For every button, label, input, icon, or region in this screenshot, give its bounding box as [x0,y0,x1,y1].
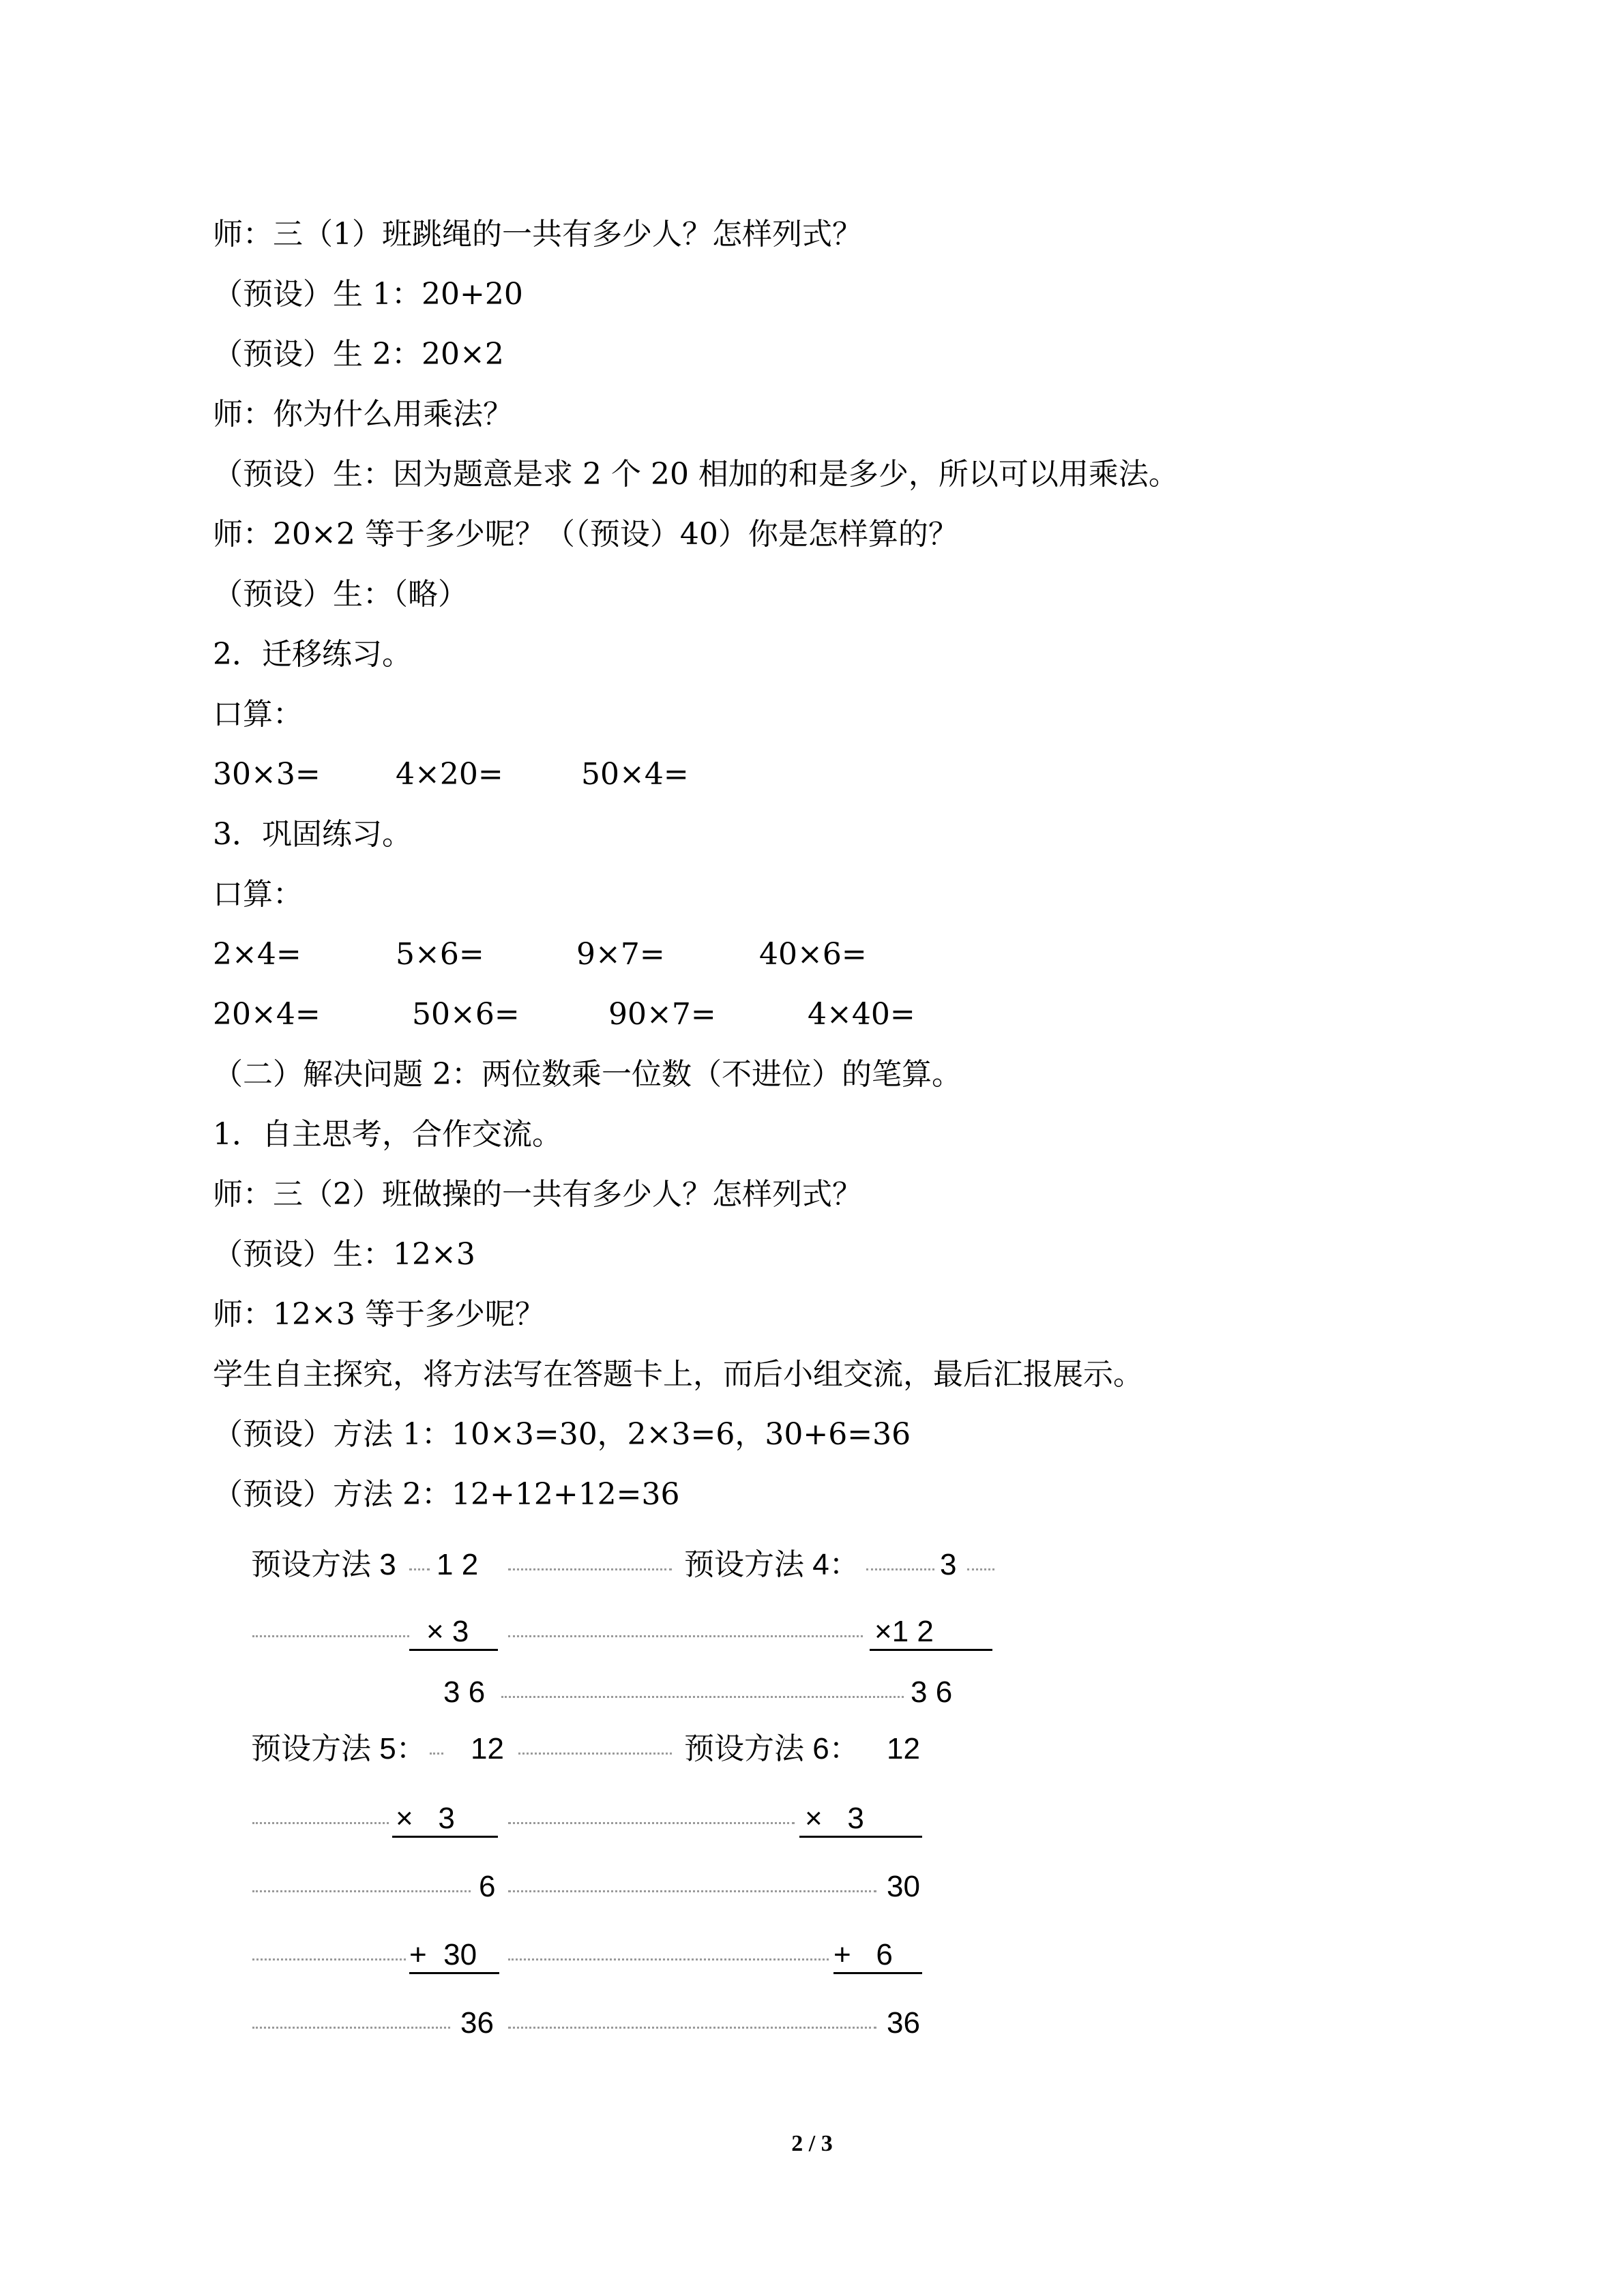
method-6-partial: 30 [887,1870,920,1903]
text-line-7: （预设）生：（略） [213,577,468,612]
dot-leader [252,1958,406,1960]
method-6-sum: 36 [887,2006,920,2040]
dot-leader [508,1635,863,1637]
method-5-top: 12 [471,1732,504,1765]
dot-leader [518,1753,672,1755]
method-3-multiplier: × 3 [426,1615,469,1648]
method-6-top: 12 [887,1732,920,1765]
dot-leader [508,1958,829,1960]
text-line-18: （预设）生：12×3 [213,1237,475,1272]
dot-leader [866,1568,934,1570]
method-6-sum-underline [833,1972,922,1974]
method-5-plus: + 30 [409,1938,477,1971]
oral-calc-item: 4×20= [396,757,503,792]
text-line-22: （预设）方法 2：12+12+12=36 [213,1477,680,1512]
dot-leader [252,1822,389,1824]
method-4-multiplier: ×1 2 [874,1615,934,1648]
method-6-plus: + 6 [833,1938,893,1971]
oral-calc-item: 9×7= [576,937,665,972]
text-line-6: 师：20×2 等于多少呢？（（预设）40）你是怎样算的？ [213,517,958,552]
text-line-5: （预设）生：因为题意是求 2 个 20 相加的和是多少，所以可以用乘法。 [213,457,1179,492]
oral-calc-item: 30×3= [213,757,321,792]
dot-leader [252,1635,409,1637]
oral-calc-row-3 [213,994,1236,1035]
method-4-label: 预设方法 4： [684,1548,859,1581]
dot-leader [508,1568,672,1570]
method-5-partial: 6 [479,1870,496,1903]
oral-calc-item: 2×4= [213,937,301,972]
dot-leader [501,1696,904,1698]
method-6-underline [799,1836,922,1838]
method-3-top: 1 2 [437,1548,479,1581]
text-line-17: 师：三（2）班做操的一共有多少人？怎样列式？ [213,1177,862,1212]
text-line-4: 师：你为什么用乘法？ [213,397,513,432]
oral-calc-item: 50×4= [581,757,689,792]
oral-calc-item: 4×40= [808,997,915,1032]
text-line-2: （预设）生 1：20+20 [213,277,523,312]
method-3-result: 3 6 [443,1675,486,1709]
text-line-3: （预设）生 2：20×2 [213,337,504,372]
dot-leader [430,1753,443,1755]
oral-calc-item: 5×6= [396,937,484,972]
section-heading-consolidate: 3．巩固练习。 [213,817,412,852]
dot-leader [252,1890,471,1892]
dot-leader [409,1568,430,1570]
method-3-label: 预设方法 3 [251,1548,396,1581]
method-5-multiplier: × 3 [396,1802,455,1835]
dot-leader [967,1568,994,1570]
text-line-20: 学生自主探究，将方法写在答题卡上，而后小组交流，最后汇报展示。 [213,1357,1143,1392]
text-line-21: （预设）方法 1：10×3=30，2×3=6，30+6=36 [213,1417,911,1452]
text-line-1: 师：三（1）班跳绳的一共有多少人？怎样列式？ [213,217,862,252]
section-heading-problem-2: （二）解决问题 2：两位数乘一位数（不进位）的笔算。 [213,1057,962,1092]
oral-calc-row-1 [213,754,1236,795]
method-5-sum-underline [409,1972,499,1974]
method-5-sum: 36 [460,2006,494,2040]
method-4-result: 3 6 [911,1675,953,1709]
method-4-underline [870,1649,992,1651]
oral-calc-item: 20×4= [213,997,321,1032]
oral-calc-item: 90×7= [608,997,716,1032]
method-6-multiplier: × 3 [805,1802,864,1835]
page-number: 2 / 3 [791,2131,833,2156]
text-line-16: 1．自主思考，合作交流。 [213,1117,562,1152]
method-4-top: 3 [940,1548,957,1581]
dot-leader [508,2027,876,2029]
oral-calc-row-2 [213,934,1236,975]
method-6-label: 预设方法 6： [684,1732,859,1765]
method-5-label: 预设方法 5： [251,1732,426,1765]
oral-calc-item: 40×6= [759,937,867,972]
method-3-underline [409,1649,498,1651]
section-heading-transfer: 2．迁移练习。 [213,637,412,672]
dot-leader [508,1890,876,1892]
oral-calc-label-1: 口算： [213,697,303,732]
oral-calc-label-2: 口算： [213,877,303,912]
dot-leader [508,1822,795,1824]
oral-calc-item: 50×6= [412,997,520,1032]
dot-leader [252,2027,450,2029]
method-5-underline [392,1836,498,1838]
text-line-19: 师：12×3 等于多少呢？ [213,1297,545,1332]
